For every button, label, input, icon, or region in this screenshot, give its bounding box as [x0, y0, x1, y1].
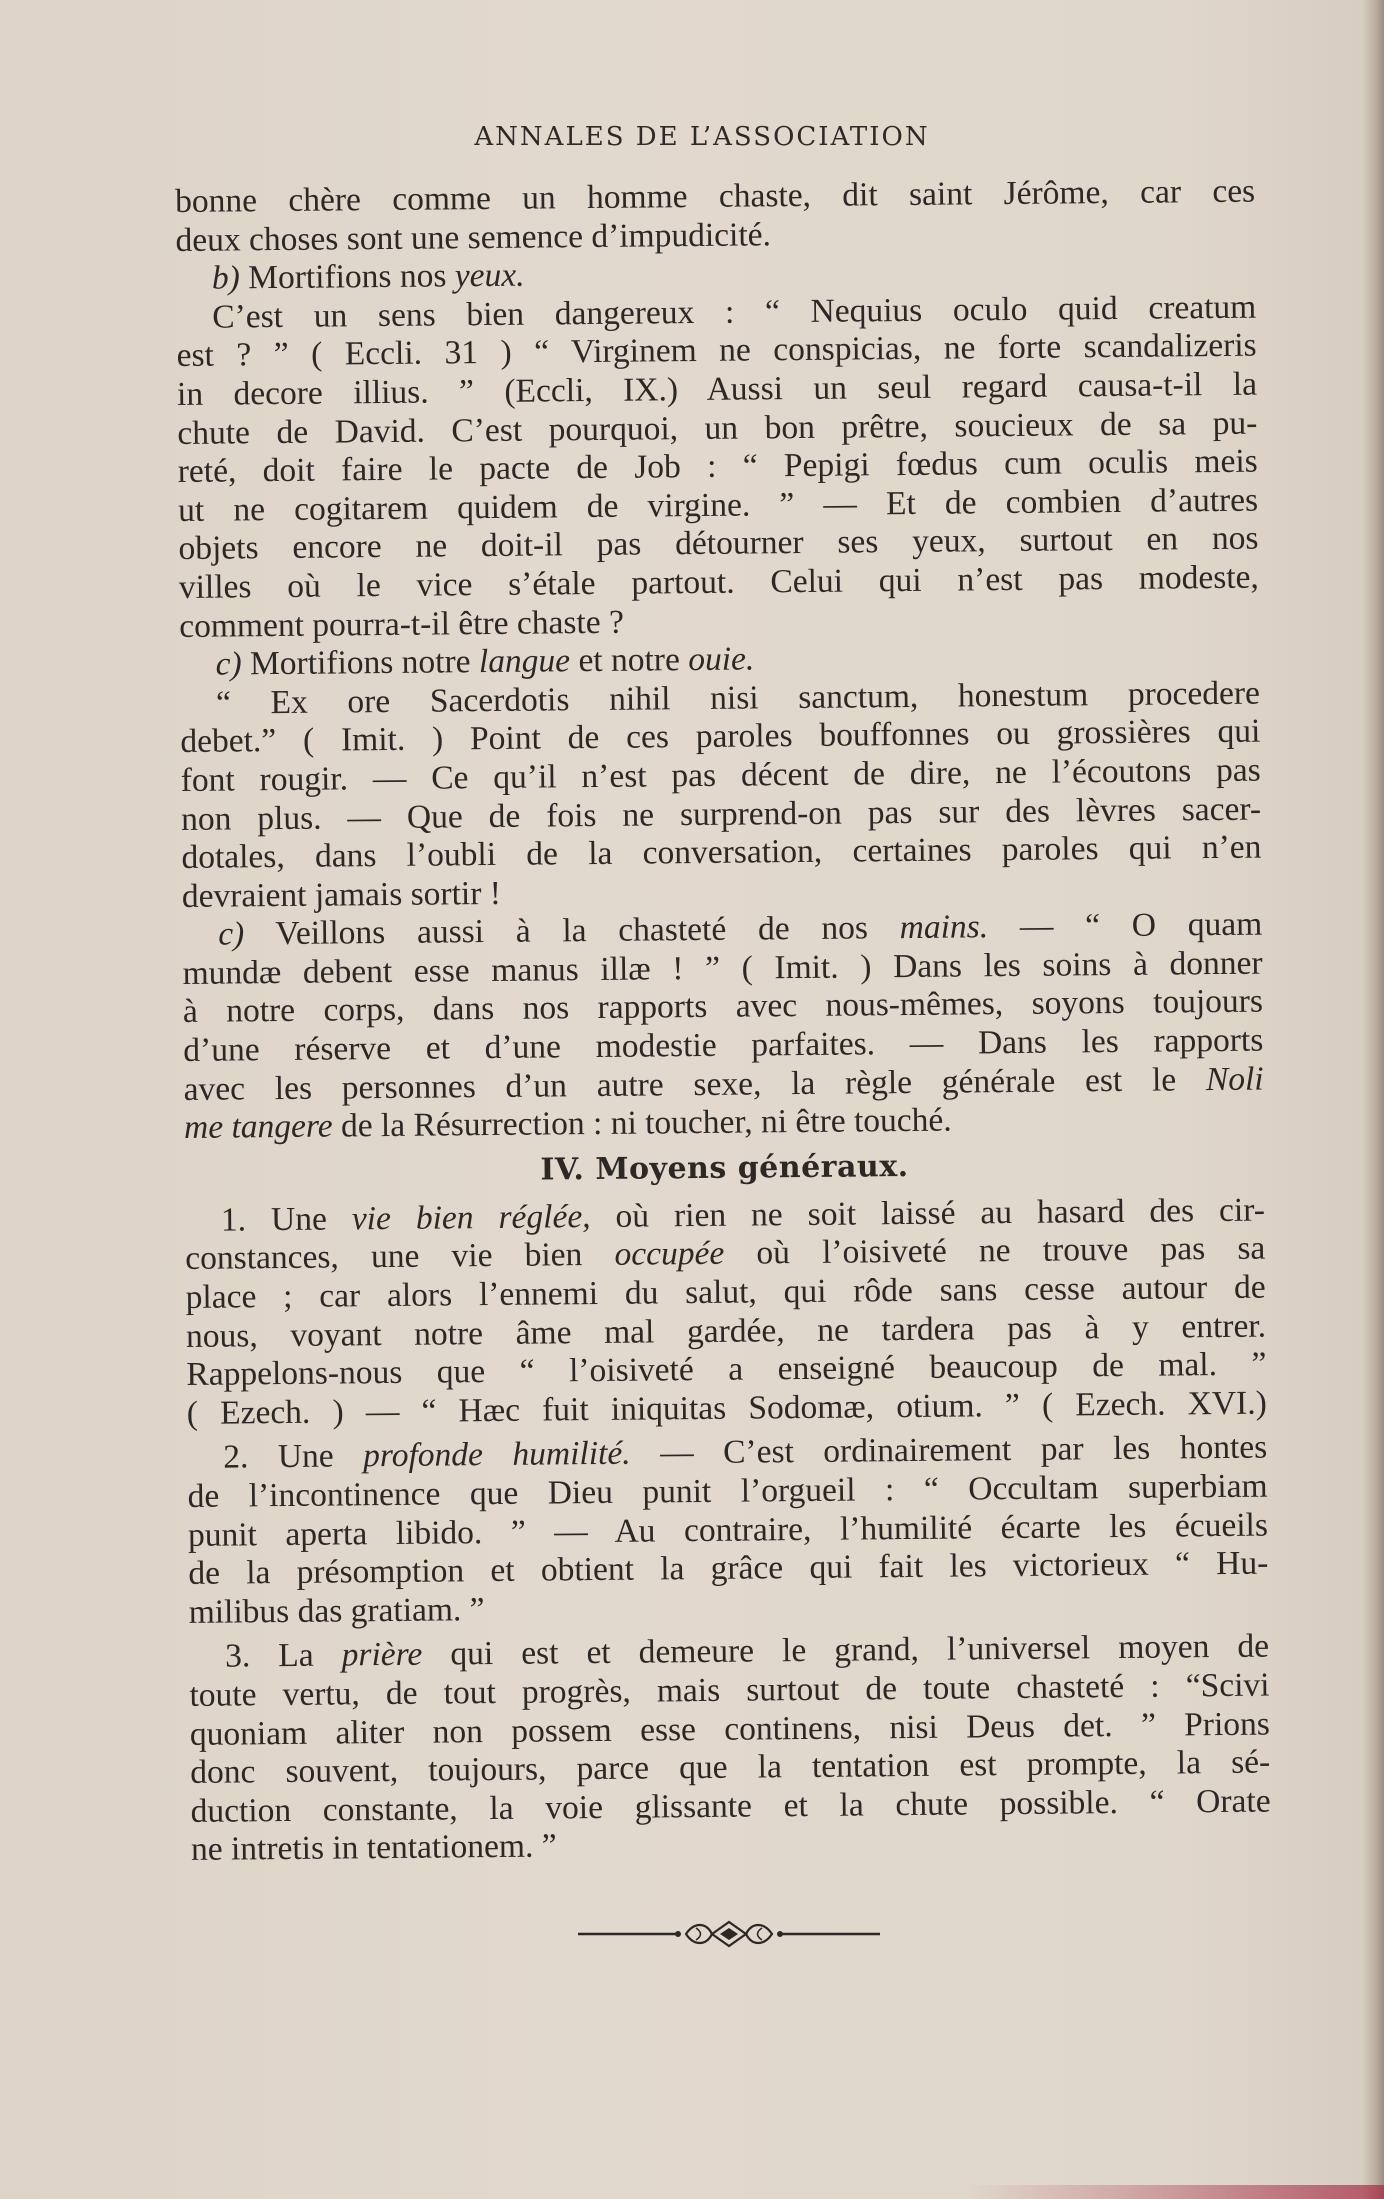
text-line: ( Ezech. ) — “ Hæc fuit iniquitas Sodomæ, otium. ” ( Ezech. XVI.): [186, 1384, 1267, 1432]
text-line: est ? ” ( Eccli. 31 ) “ Virginem ne conspicias, ne forte scandalizeris: [176, 327, 1257, 375]
text-line: Rappelons-nous que “ l’oisiveté a enseigné beaucoup de mal. ”: [186, 1345, 1267, 1394]
emphasis: vie bien réglée,: [351, 1197, 591, 1238]
text-line: bonne chère comme un homme chaste, dit saint Jérôme, car ces: [175, 172, 1256, 220]
text-line: font rougir. — Ce qu’il n’est pas décent de dire, ne l’écoutons pas: [180, 751, 1261, 799]
page-edge-shadow: [1362, 0, 1384, 2199]
emphasis: mains.: [899, 908, 989, 947]
text-line: 3. La prière qui est et demeure le grand, l’universel moyen de: [224, 1627, 1270, 1675]
emphasis: Noli: [1205, 1060, 1264, 1098]
text-line: ne intretis in tentationem. ”: [190, 1827, 557, 1869]
list-marker: b): [211, 259, 240, 297]
emphasis: ouie.: [688, 640, 755, 679]
text-line: 2. Une profonde humilité. — C’est ordinairement par les hontes: [223, 1428, 1268, 1477]
text-line: à notre corps, dans nos rapports avec nous-mêmes, soyons toujours: [182, 983, 1264, 1031]
text-line: objets encore ne doit-il pas détourner ses yeux, surtout en nos: [178, 519, 1259, 568]
fleuron-ornament: [578, 1914, 880, 1954]
text-line: ut ne cogitarem quidem de virgine. ” — Et de combien d’autres: [177, 481, 1259, 529]
text-line: dotales, dans l’oubli de la conversation, certaines paroles qui n’en: [181, 828, 1262, 877]
section-heading: IV. Moyens généraux.: [540, 1148, 909, 1188]
body-text: [175, 173, 1271, 1870]
text-line: comment pourra-t-il être chaste ?: [179, 603, 625, 645]
text-line: debet.” ( Imit. ) Point de ces paroles bouffonnes ou grossières qui: [180, 712, 1261, 761]
text-line: duction constante, la voie glissante et la chute possible. “ Orate: [190, 1782, 1271, 1830]
text-line: punit aperta libido. ” — Au contraire, l’humilité écarte les écueils: [187, 1506, 1269, 1554]
text-line: de l’incontinence que Dieu punit l’orgueil : “ Occultam superbiam: [187, 1467, 1268, 1515]
emphasis: occupée: [614, 1235, 725, 1274]
text-line: c) Veillons aussi à la chasteté de nos mains. — “ O quam: [218, 905, 1263, 953]
text-line: non plus. — Que de fois ne surprend-on pas sur des lèvres sacer-: [180, 790, 1262, 838]
text-line: reté, doit faire le pacte de Job : “ Pepigi fœdus cum oculis meis: [177, 442, 1258, 491]
emphasis: profonde humilité.: [363, 1435, 631, 1475]
list-marker: c): [218, 915, 245, 953]
text-line: constances, une vie bien occupée où l’oisiveté ne trouve pas sa: [185, 1230, 1266, 1278]
text-line: avec les personnes d’un autre sexe, la règle générale est le Noli: [183, 1060, 1264, 1108]
text-line: chute de David. C’est pourquoi, un bon prêtre, soucieux de sa pu-: [177, 404, 1258, 452]
text-line: toute vertu, de tout progrès, mais surtout de toute chasteté : “Scivi: [189, 1666, 1270, 1714]
text-line: de la présomption et obtient la grâce qui fait les victorieux “ Hu-: [188, 1544, 1269, 1593]
text-line: 1. Une vie bien réglée, où rien ne soit laissé au hasard des cir-: [220, 1191, 1266, 1239]
text-line: me tangere de la Résurrection : ni toucher, ni être touché.: [183, 1101, 952, 1147]
text-line: mundæ debent esse manus illæ ! ” ( Imit. ) Dans les soins à donner: [182, 944, 1263, 992]
text-line: villes où le vice s’étale partout. Celui qui n’est pas modeste,: [178, 558, 1260, 606]
text-line: donc souvent, toujours, parce que la tentation est prompte, la sé-: [190, 1743, 1271, 1792]
page-edge-binding: [964, 2185, 1384, 2199]
text-line: b) Mortifions nos yeux.: [211, 256, 525, 297]
text-line: c) Mortifions notre langue et notre ouie.: [215, 640, 755, 683]
text-line: “ Ex ore Sacerdotis nihil nisi sanctum, honestum procedere: [215, 674, 1261, 722]
running-head: ANNALES DE L’ASSOCIATION: [474, 122, 930, 152]
text-line: milibus das gratiam. ”: [188, 1590, 485, 1631]
text-line: devraient jamais sortir !: [181, 874, 502, 915]
text-line: in decore illius. ” (Eccli, IX.) Aussi un seul regard causa-t-il la: [176, 365, 1258, 413]
text-line: place ; car alors l’ennemi du salut, qui rôde sans cesse autour de: [185, 1268, 1266, 1316]
text-line: d’une réserve et d’une modestie parfaites. — Dans les rapports: [183, 1021, 1264, 1070]
text-line: quoniam aliter non possem esse continens, nisi Deus det. ” Prions: [189, 1705, 1271, 1753]
text-line: deux choses sont une semence d’impudicité.: [175, 215, 772, 259]
emphasis: langue: [478, 642, 571, 681]
emphasis: me tangere: [183, 1107, 333, 1147]
text-line: C’est un sens bien dangereux : “ Nequius oculo quid creatum: [212, 288, 1257, 336]
emphasis: yeux.: [454, 256, 525, 295]
list-marker: c): [215, 645, 242, 683]
emphasis: prière: [341, 1636, 423, 1674]
text-line: nous, voyant notre âme mal gardée, ne tardera pas à y entrer.: [185, 1307, 1267, 1355]
